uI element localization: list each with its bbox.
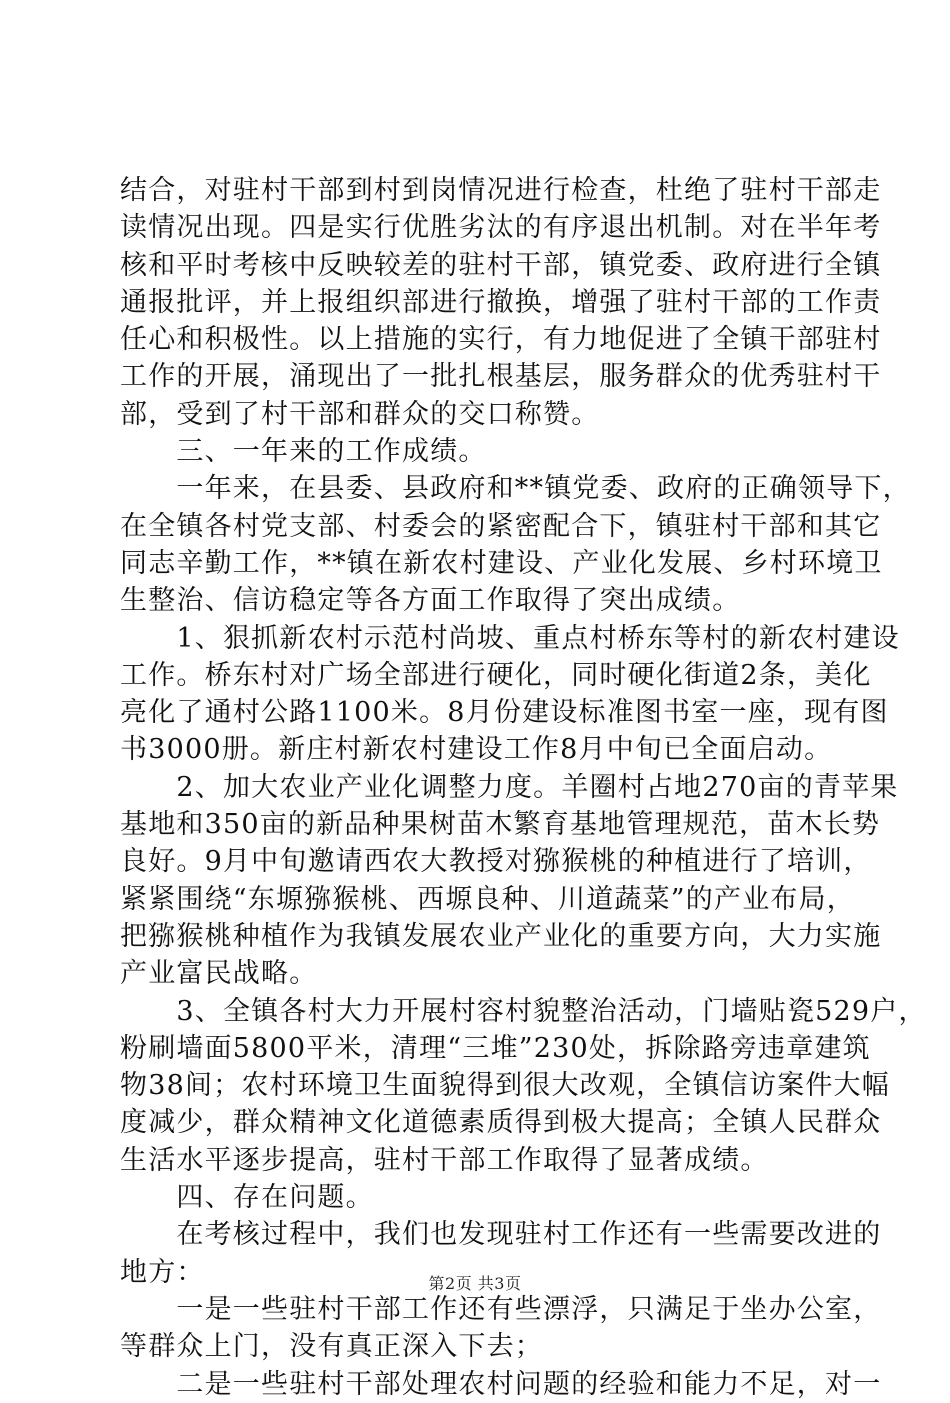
text-line: 二是一些驻村干部处理农村问题的经验和能力不足，对一 bbox=[120, 1368, 882, 1400]
text-line: 书3000册。新庄村新农村建设工作8月中旬已全面启动。 bbox=[120, 734, 833, 766]
text-line: 任心和积极性。以上措施的实行，有力地促进了全镇干部驻村 bbox=[120, 324, 882, 356]
text-line: 紧紧围绕“东塬猕猴桃、西塬良种、川道蔬菜”的产业布局， bbox=[120, 883, 856, 915]
text-line: 在考核过程中，我们也发现驻村工作还有一些需要改进的 bbox=[120, 1219, 882, 1251]
text-line: 通报批评，并上报组织部进行撤换，增强了驻村干部的工作责 bbox=[120, 286, 882, 318]
text-line: 1、狠抓新农村示范村尚坡、重点村桥东等村的新农村建设 bbox=[120, 622, 900, 654]
text-line: 结合，对驻村干部到村到岗情况进行检查，杜绝了驻村干部走 bbox=[120, 175, 882, 206]
text-line: 生活水平逐步提高，驻村干部工作取得了显著成绩。 bbox=[120, 1144, 769, 1176]
text-line: 读情况出现。四是实行优胜劣汰的有序退出机制。对在半年考 bbox=[120, 212, 882, 244]
text-line: 良好。9月中旬邀请西农大教授对猕猴桃的种植进行了培训， bbox=[120, 846, 872, 878]
text-line: 一是一些驻村干部工作还有些漂浮，只满足于坐办公室， bbox=[120, 1293, 882, 1325]
text-line: 2、加大农业产业化调整力度。羊圈村占地270亩的青苹果 bbox=[120, 771, 899, 803]
section-heading: 四、存在问题。 bbox=[120, 1182, 374, 1214]
section-heading: 三、一年来的工作成绩。 bbox=[120, 436, 487, 468]
text-line: 基地和350亩的新品种果树苗木繁育基地管理规范，苗木长势 bbox=[120, 809, 881, 841]
text-line: 生整治、信访稳定等各方面工作取得了突出成绩。 bbox=[120, 585, 741, 617]
text-line: 亮化了通村公路1100米。8月份建设标准图书室一座，现有图 bbox=[120, 697, 889, 729]
text-line: 粉刷墙面5800平米，清理“三堆”230处，拆除路旁违章建筑 bbox=[120, 1032, 871, 1064]
text-line: 同志辛勤工作，**镇在新农村建设、产业化发展、乡村环境卫 bbox=[120, 547, 883, 579]
text-line: 一年来，在县委、县政府和**镇党委、政府的正确领导下， bbox=[120, 473, 911, 505]
text-line: 产业富民战略。 bbox=[120, 958, 318, 990]
text-line: 在全镇各村党支部、村委会的紧密配合下，镇驻村干部和其它 bbox=[120, 510, 882, 542]
text-line: 部，受到了村干部和群众的交口称赞。 bbox=[120, 398, 600, 430]
text-line: 工作。桥东村对广场全部进行硬化，同时硬化街道2条，美化 bbox=[120, 659, 872, 691]
text-line: 3、全镇各村大力开展村容村貌整治活动，门墙贴瓷529户， bbox=[120, 995, 927, 1027]
page-number-footer: 第2页 共3页 bbox=[428, 1274, 522, 1293]
text-line: 地方： bbox=[120, 1256, 205, 1288]
text-line: 核和平时考核中反映较差的驻村干部，镇党委、政府进行全镇 bbox=[120, 249, 882, 281]
document-body bbox=[120, 172, 927, 1403]
text-line: 度减少，群众精神文化道德素质得到极大提高；全镇人民群众 bbox=[120, 1107, 882, 1139]
text-line: 物38间；农村环境卫生面貌得到很大改观，全镇信访案件大幅 bbox=[120, 1070, 890, 1102]
text-line: 工作的开展，涌现出了一批扎根基层，服务群众的优秀驻村干 bbox=[120, 361, 882, 393]
text-line: 把猕猴桃种植作为我镇发展农业产业化的重要方向，大力实施 bbox=[120, 920, 882, 952]
text-line: 等群众上门，没有真正深入下去； bbox=[120, 1331, 543, 1363]
